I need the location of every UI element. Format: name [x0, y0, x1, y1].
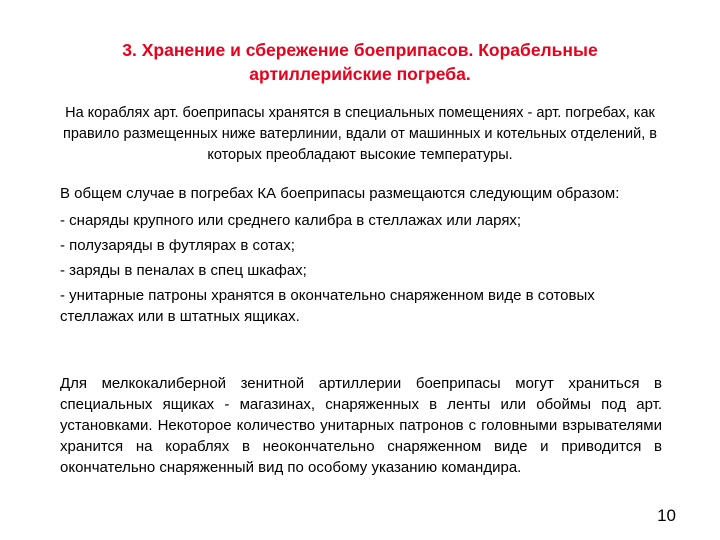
closing-paragraph: Для мелкокалиберной зенитной артиллерии боеприпасы могут храниться в специальных ящиках - магазинах, снаряженных в ленты или обоймы под арт. установками. Некоторое количество унитарных патронов с головными взрывателями хранится на кораблях в неокончательно снаряженном виде и приводится в окончательно снаряженный вид по особому указанию командира.	[60, 375, 662, 476]
slide-title: 3. Хранение и сбережение боеприпасов. Корабельные артиллерийские погреба.	[122, 40, 598, 84]
list-lead: В общем случае в погребах КА боеприпасы размещаются следующим образом:	[60, 185, 620, 202]
list-item: - снаряды крупного или среднего калибра в стеллажах или ларях;	[60, 212, 522, 229]
list-item: - полузаряды в футлярах в сотах;	[60, 237, 295, 254]
storage-list	[60, 183, 660, 331]
list-item: - унитарные патроны хранятся в окончательно снаряженном виде в сотовых стеллажах или в штатных ящиках.	[60, 287, 595, 325]
list-item: - заряды в пеналах в спец шкафах;	[60, 262, 307, 279]
intro-paragraph: На кораблях арт. боеприпасы хранятся в специальных помещениях - арт. погребах, как правило размещенных ниже ватерлинии, вдали от машинных и котельных отделений, в которых преобладают высокие температуры.	[63, 105, 657, 163]
page-number: 10	[657, 506, 676, 525]
